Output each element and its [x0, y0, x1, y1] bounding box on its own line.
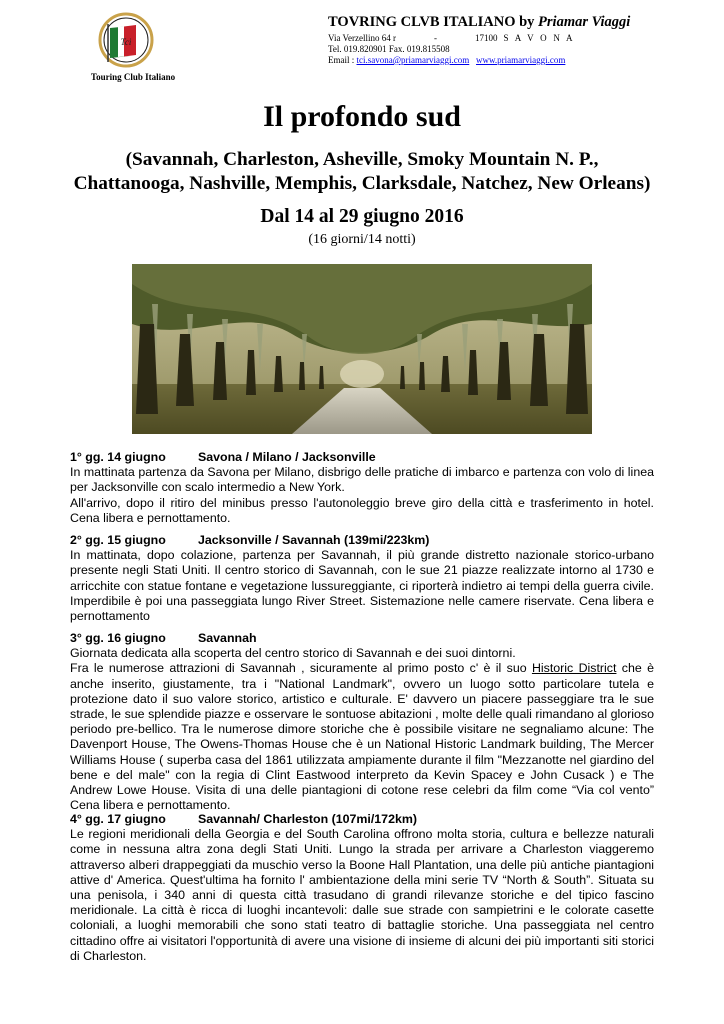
day-1-text: In mattinata partenza da Savona per Milano, disbrigo delle pratiche di imbarco e partenza con volo di linea per Jacksonville con scalo intermedio a New York.: [70, 465, 654, 495]
day-3-heading: 3° gg. 16 giugno Savannah: [70, 631, 257, 645]
tci-logo-block: [72, 10, 194, 94]
org-name: TOVRING CLVB ITALIANO by Priamar Viaggi: [328, 14, 631, 30]
day-4-text: Le regioni meridionali della Georgia e del South Carolina offrono molta storia, cultura e bellezze naturali come in nessuna altra zona degli Stati Uniti. Lungo la strada per arrivare a Charleston viaggeremo attraverso alberi drappeggiati da muschio verso la Boone Hall Plantation, una delle più antiche piantagioni attive d' America. Quest'ultima ha fornito l' ambientazione della mini serie TV “North & South”. Situata su una penisola, i 340 anni di questa città trasudano di grandi rilevanze storiche e del tipico fascino meridionale. La città è ricca di luoghi incantevoli: dalle sue strade con sampietrini e le colorate casette coloniali, a luoghi memorabili che sono stati teatro di battaglie storiche. Una passeggiata nel centro cittadino offre ai visitatori l'opportunità di avere una visione di insieme di alcuni dei più importanti siti storici di Charleston.: [70, 827, 654, 963]
day-3-text-2: Fra le numerose attrazioni di Savannah , sicuramente al primo posto c' è il suo Historic District che è anche inserito, giustamente, tra i "National Landmark", ovvero un luogo sotto particolare tutela e protezione dato il suo valore storico, artistico e culturale. E' davvero un piacere passeggiare tra le sue strade, le sue splendide piazze e osservare le sontuose abitazioni , molte delle quali rimandano al glorioso periodo pre-bellico. Tra le numerose dimore storiche che è possibile visitare ne segnaliamo alcune: The Davenport House, The Owens-Thomas House che è un National Historic Landmark building, The Mercer Williams House ( superba casa del 1861 utilizzata ampiamente durante il film "Mezzanotte nel giardino del bene e del male" con la regia di Clint Eastwood interpreto da Kevin Spacey e John Cusack ) e The Andrew Lowe House. Visita di una delle piantagioni di cotone rese celebri da film come “Via col vento” Cena libera e pernottamento.: [70, 661, 654, 813]
day-2-section: [70, 533, 654, 624]
day-3-text: Giornata dedicata alla scoperta del centro storico di Savannah e dei suoi dintorni.: [70, 646, 516, 661]
email-line: Email : tci.savona@priamarviaggi.com www.priamarviaggi.com: [328, 55, 566, 65]
day-2-heading: 2° gg. 15 giugno Jacksonville / Savannah (139mi/223km): [70, 533, 430, 547]
oak-alley-photo: [132, 264, 592, 434]
website-link[interactable]: www.priamarviaggi.com: [476, 55, 566, 65]
day-1-heading: 1° gg. 14 giugno Savona / Milano / Jacksonville: [70, 450, 376, 464]
day-1-section: [70, 450, 654, 526]
logo-caption: Touring Club Italiano: [90, 72, 176, 82]
day-1-text-2: All'arrivo, dopo il ritiro del minibus presso l'autonoleggio breve giro della città e trasferimento in hotel. Cena libera e pernottamento.: [70, 495, 654, 525]
page-title: Il profondo sud: [263, 100, 461, 133]
tci-logo-icon: [96, 12, 156, 70]
address-line: Via Verzellino 64 r - 17100 S A V O N A: [328, 33, 575, 43]
day-4-section: [70, 812, 654, 964]
trip-duration: (16 giorni/14 notti): [308, 232, 416, 247]
day-2-text: In mattinata, dopo colazione, partenza per Savannah, il più grande distretto nazionale storico-urbano presente negli Stati Uniti. Il centro storico di Savannah, con le sue 21 piazze realizzate intorno al 1730 e arricchite con statue fontane e vegetazione lussureggiante, ci riporterà indietro ai tempi della guerra civile. Imperdibile è poi una passeggiata lungo River Street. Sistemazione nelle camere riservate. Cena libera e pernottamento: [70, 548, 654, 624]
historic-district-link[interactable]: Historic District: [531, 661, 617, 676]
phone-fax-line: Tel. 019.820901 Fax. 019.815508: [328, 44, 450, 54]
day-3-section: [70, 631, 654, 813]
destinations-subtitle: (Savannah, Charleston, Asheville, Smoky Mountain N. P., Chattanooga, Nashville, Memphis, Clarksdale, Natchez, New Orleans): [73, 149, 651, 194]
day-4-heading: 4° gg. 17 giugno Savannah/ Charleston (107mi/172km): [70, 812, 417, 826]
svg-text:Tci: Tci: [120, 37, 132, 47]
email-link[interactable]: tci.savona@priamarviaggi.com: [356, 55, 470, 65]
trip-dates: Dal 14 al 29 giugno 2016: [260, 206, 464, 227]
